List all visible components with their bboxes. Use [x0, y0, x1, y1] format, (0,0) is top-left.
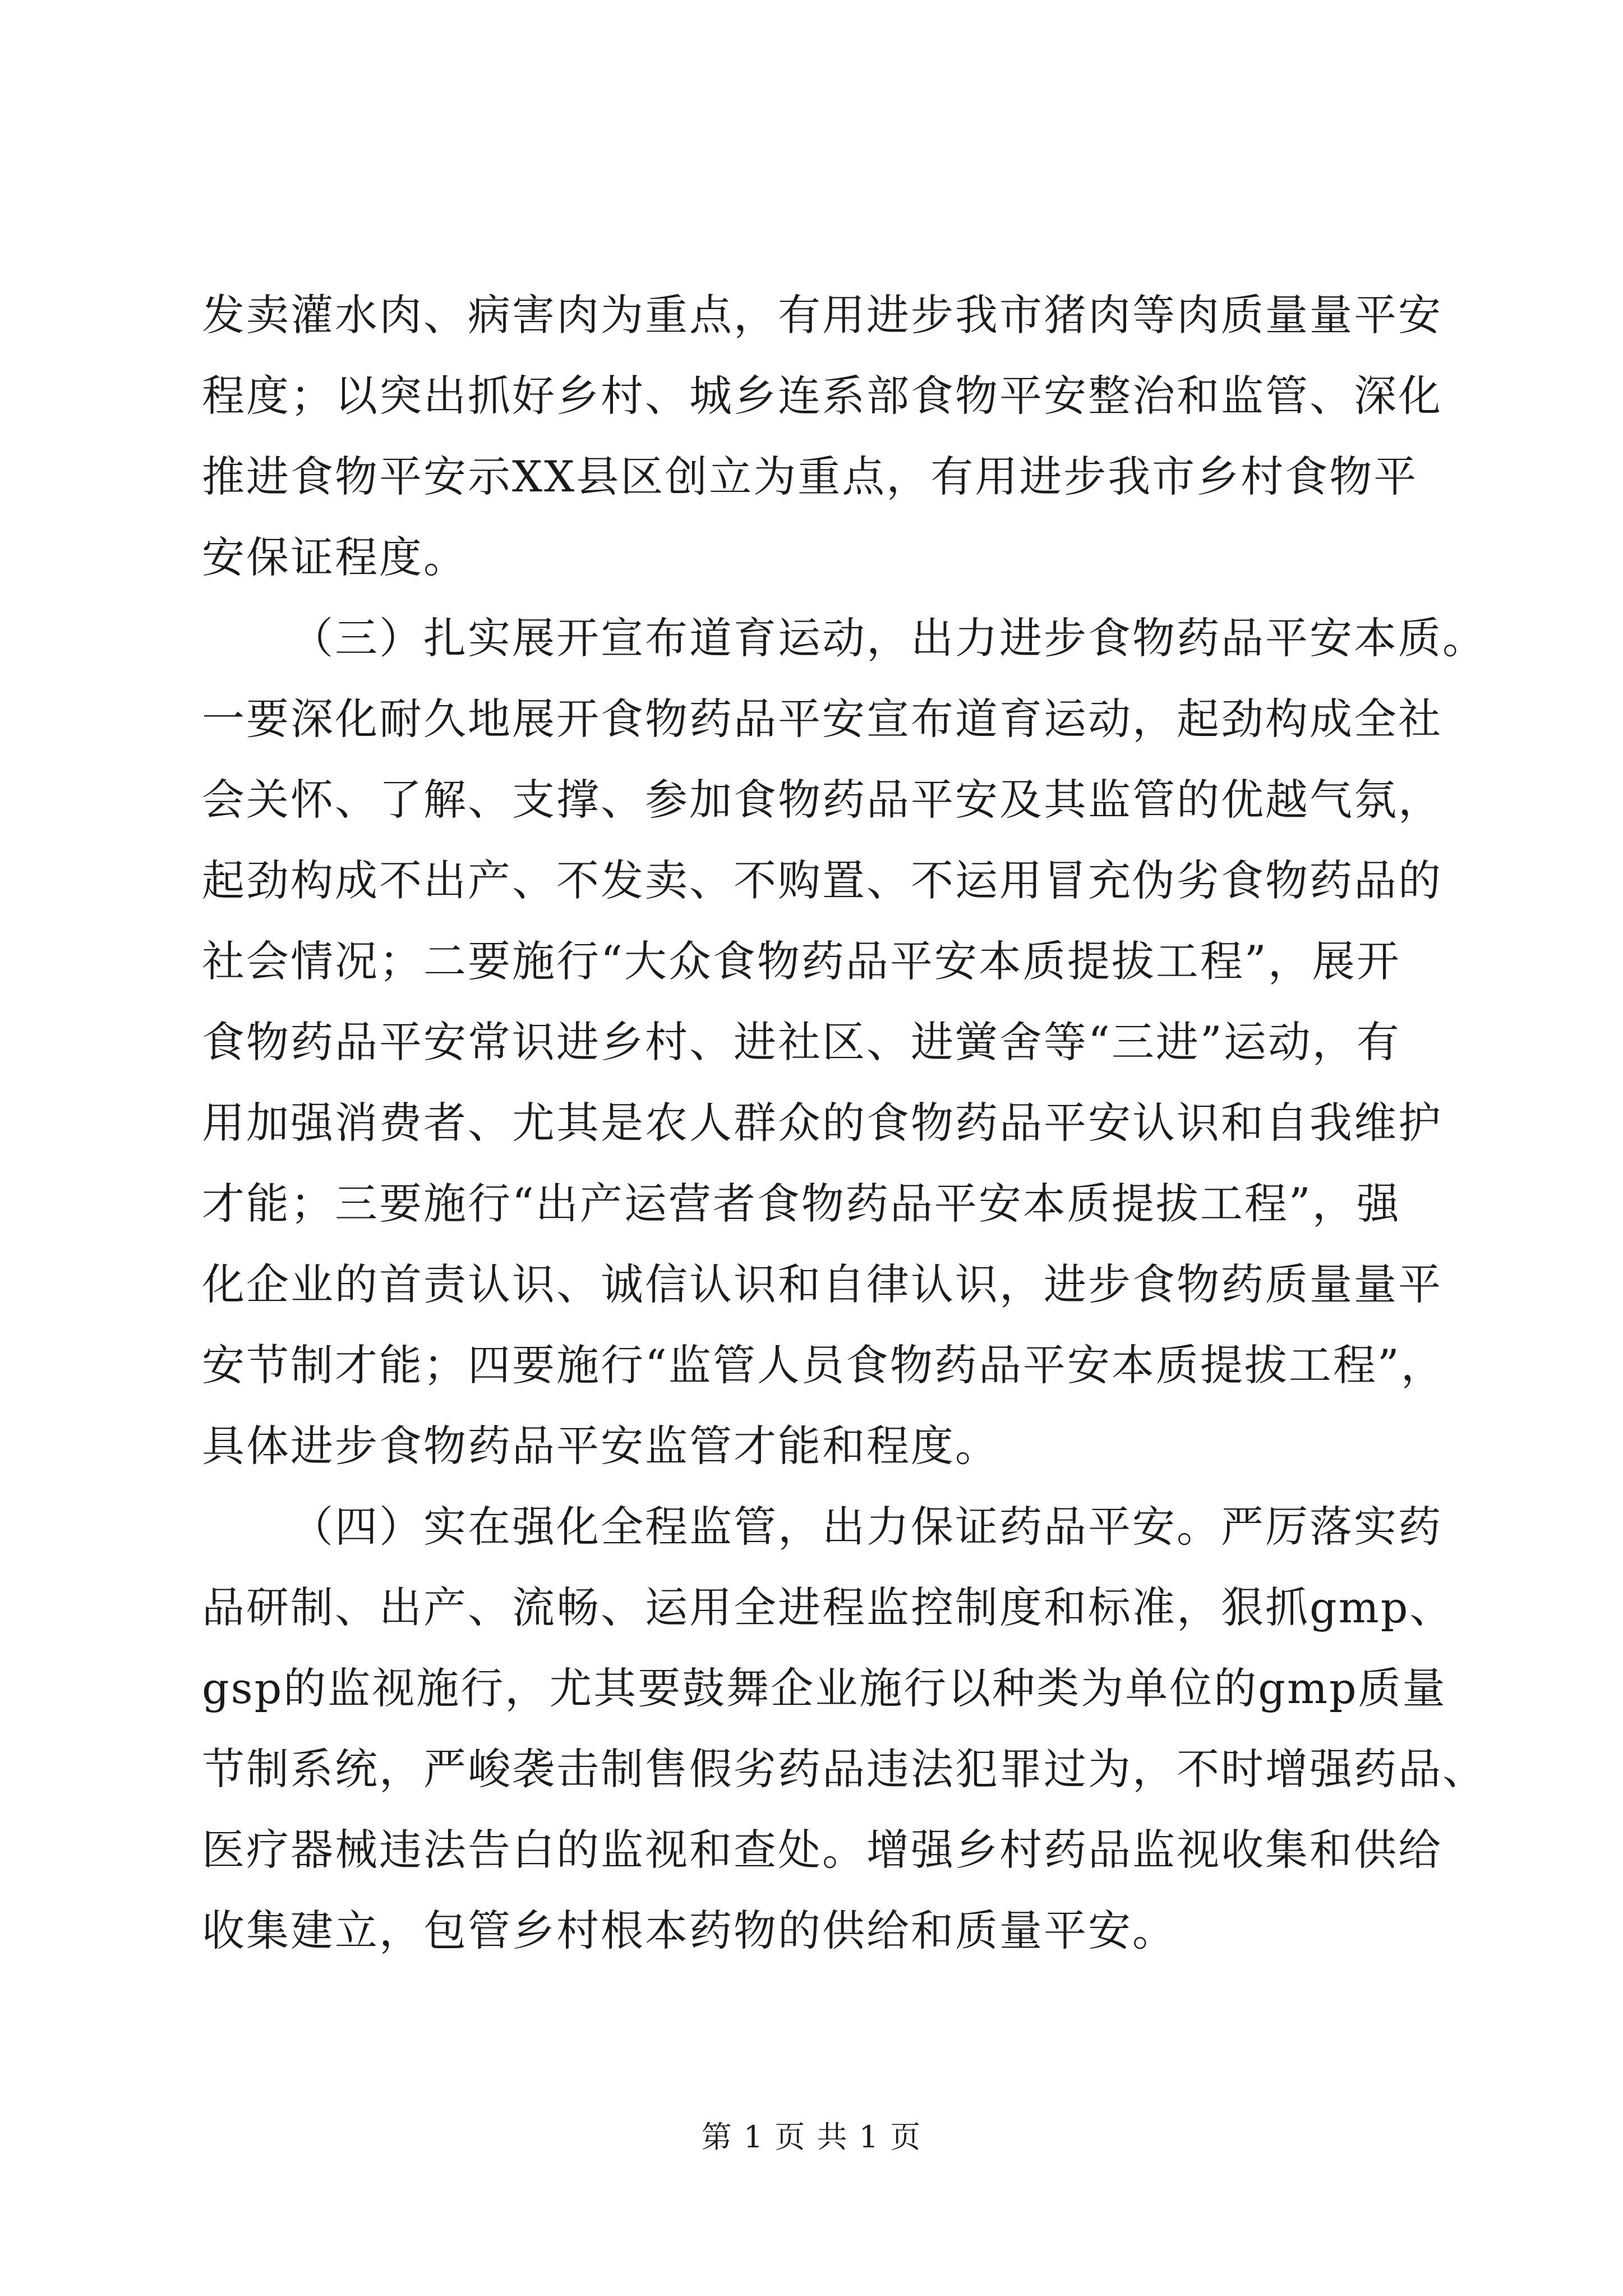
text-line: 节制系统，严峻袭击制售假劣药品违法犯罪过为，不时增强药品、 [202, 1744, 1487, 1794]
text-line: 具体进步食物药品平安监管才能和程度。 [202, 1421, 999, 1471]
text-line: 发卖灌水肉、病害肉为重点，有用进步我市猪肉等肉质量量平安 [202, 290, 1442, 340]
text-line: 起劲构成不出产、不发卖、不购置、不运用冒充伪劣食物药品的 [202, 855, 1442, 905]
text-line: 推进食物平安示XX县区创立为重点，有用进步我市乡村食物平 [202, 452, 1418, 501]
paragraph-heading-3: （三）扎实展开宣布道育运动，出力进步食物药品平安本质。 [291, 613, 1487, 663]
text-line: 收集建立，包管乡村根本药物的供给和质量平安。 [202, 1906, 1177, 1955]
text-line: 医疗器械违法告白的监视和查处。增强乡村药品监视收集和供给 [202, 1825, 1442, 1875]
text-line: 会关怀、了解、支撑、参加食物药品平安及其监管的优越气氛， [202, 775, 1442, 825]
page-footer: 第 1 页 共 1 页 [701, 2119, 922, 2155]
paragraph-heading-4: （四）实在强化全程监管，出力保证药品平安。严厉落实药 [291, 1502, 1442, 1552]
text-line: 程度；以突出抓好乡村、城乡连系部食物平安整治和监管、深化 [202, 371, 1442, 421]
text-line: 才能；三要施行“出产运营者食物药品平安本质提拔工程”，强 [202, 1179, 1401, 1228]
text-line: 用加强消费者、尤其是农人群众的食物药品平安认识和自我维护 [202, 1098, 1442, 1148]
text-line: 化企业的首责认识、诚信认识和自律认识，进步食物药质量量平 [202, 1259, 1442, 1309]
text-line: 品研制、出产、流畅、运用全进程监控制度和标准，狠抓gmp、 [202, 1582, 1454, 1632]
text-line: 一要深化耐久地展开食物药品平安宣布道育运动，起劲构成全社 [202, 694, 1442, 744]
document-body [202, 275, 1487, 1971]
text-line: gsp的监视施行，尤其要鼓舞企业施行以种类为单位的gmp质量 [202, 1663, 1447, 1713]
text-line: 社会情况；二要施行“大众食物药品平安本质提拔工程”，展开 [202, 936, 1401, 986]
text-line: 安节制才能；四要施行“监管人员食物药品平安本质提拔工程”， [202, 1340, 1445, 1390]
text-line: 安保证程度。 [202, 532, 468, 582]
text-line: 食物药品平安常识进乡村、进社区、进黉舍等“三进”运动，有 [202, 1017, 1401, 1067]
